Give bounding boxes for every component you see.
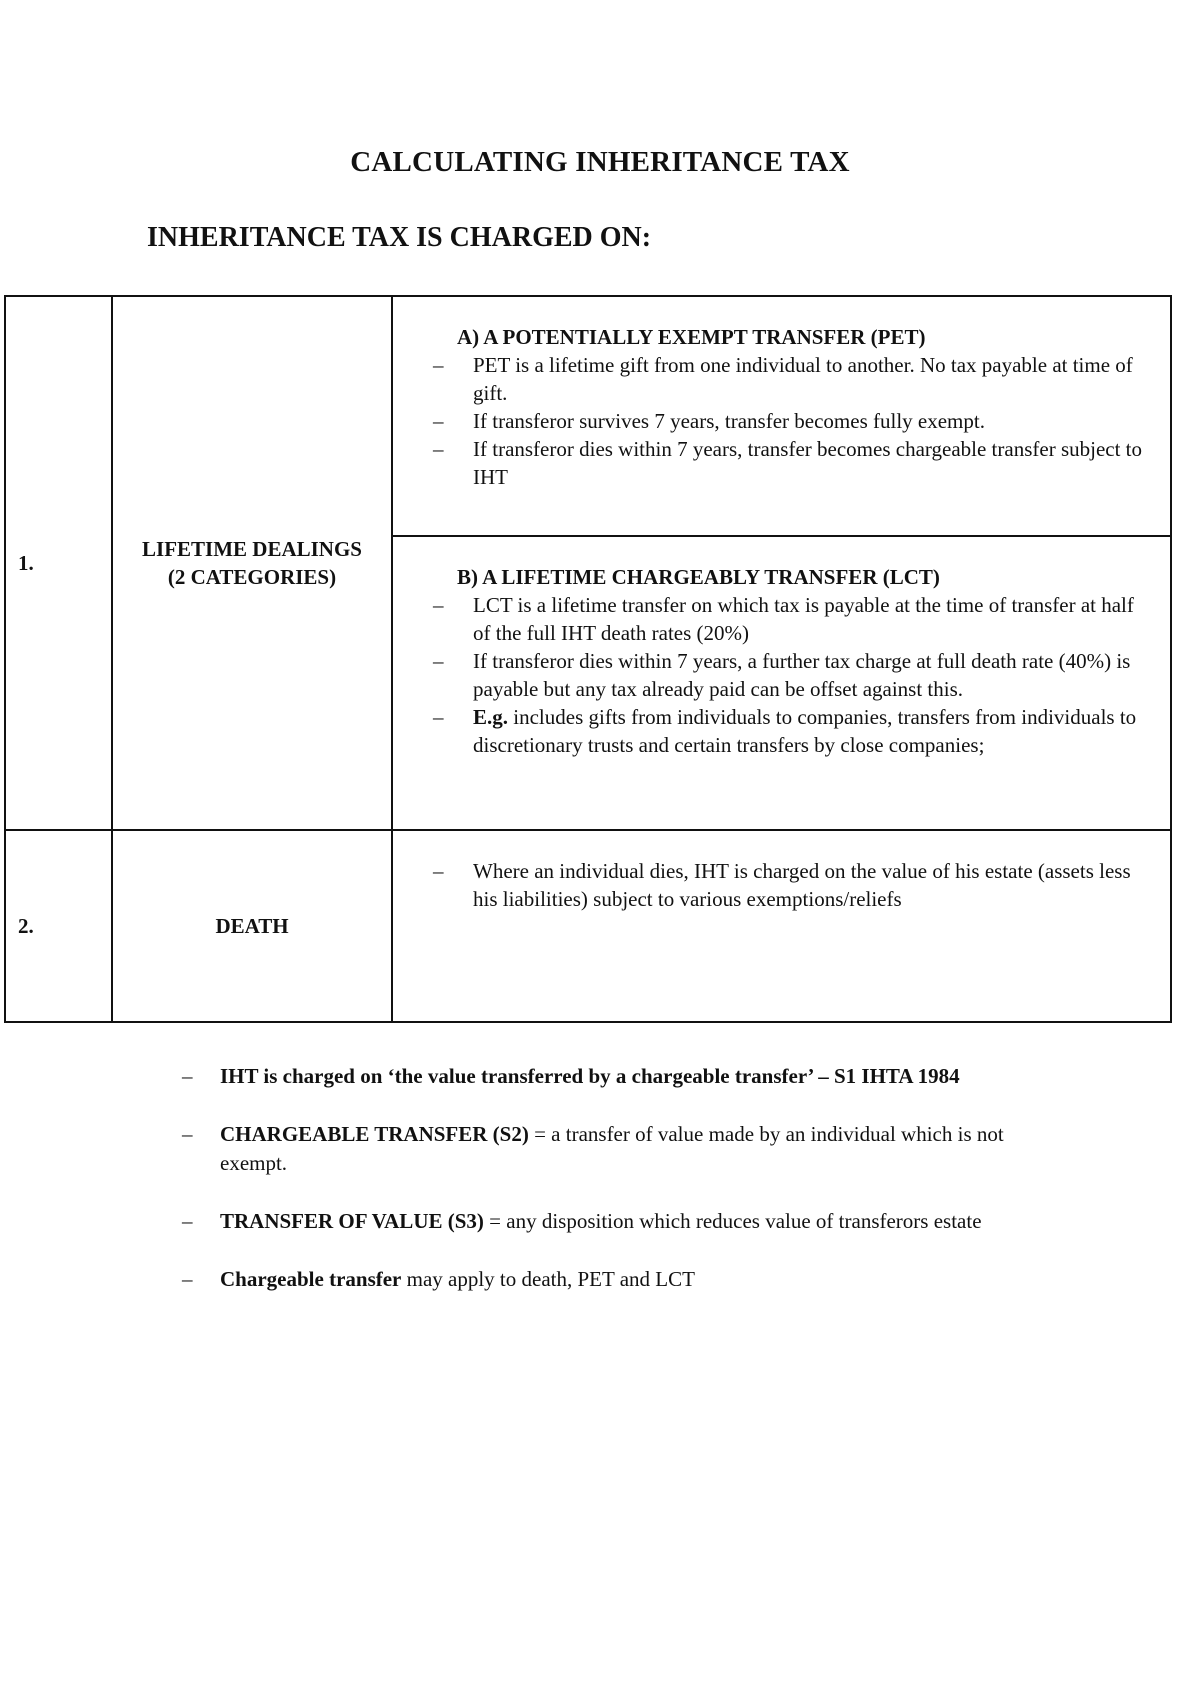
pet-points: [433, 351, 1154, 491]
list-item: – If transferor survives 7 years, transfer becomes fully exempt.: [433, 407, 1154, 435]
death-points: [433, 857, 1154, 913]
note-bold: IHT is charged on ‘the value transferred by a chargeable transfer’ – S1 IHTA 1984: [220, 1064, 960, 1088]
list-item: – Where an individual dies, IHT is charged on the value of his estate (assets less his liabilities) subject to various exemptions/reliefs: [433, 857, 1154, 913]
table-row-death: [5, 830, 1171, 1022]
death-cell: [392, 830, 1171, 1022]
category-label-line1: LIFETIME DEALINGS: [142, 537, 362, 561]
pet-heading: A) A POTENTIALLY EXEMPT TRANSFER (PET): [457, 325, 926, 349]
note-item: [182, 1062, 1052, 1091]
row-number-2: 2.: [5, 830, 112, 1022]
note-item: [182, 1265, 1052, 1294]
row-number-1: 1.: [5, 296, 112, 830]
list-item: [433, 703, 1154, 759]
list-item: – If transferor dies within 7 years, a further tax charge at full death rate (40%) is payable but any tax already paid can be offset against this.: [433, 647, 1154, 703]
pet-cell: [392, 296, 1171, 536]
note-item: [182, 1120, 1052, 1178]
list-item: – PET is a lifetime gift from one individual to another. No tax payable at time of gift.: [433, 351, 1154, 407]
iht-table: [4, 295, 1172, 1023]
note-text: may apply to death, PET and LCT: [401, 1267, 695, 1291]
page-subtitle: INHERITANCE TAX IS CHARGED ON:: [147, 222, 652, 253]
note-text: = a transfer of value made by an individual which is not exempt.: [220, 1122, 1004, 1175]
example-label: E.g.: [473, 705, 509, 729]
example-text: includes gifts from individuals to companies, transfers from individuals to discretionary trusts and certain transfers by close companies;: [473, 705, 1137, 757]
category-death: DEATH: [112, 830, 392, 1022]
lct-points: [433, 591, 1154, 759]
note-bold: TRANSFER OF VALUE (S3): [220, 1209, 484, 1233]
lct-cell: [392, 536, 1171, 830]
note-bold: CHARGEABLE TRANSFER (S2): [220, 1122, 529, 1146]
list-item: – LCT is a lifetime transfer on which tax is payable at the time of transfer at half of the full IHT death rates (20%): [433, 591, 1154, 647]
table-row-lifetime-pet: [5, 296, 1171, 536]
category-lifetime-dealings: [112, 296, 392, 830]
notes-list: [182, 1062, 1052, 1294]
note-bold: Chargeable transfer: [220, 1267, 402, 1291]
notes-section: [182, 1062, 1052, 1323]
lct-heading: B) A LIFETIME CHARGEABLY TRANSFER (LCT): [457, 565, 940, 589]
note-text: = any disposition which reduces value of transferors estate: [483, 1209, 982, 1233]
category-label-line2: (2 CATEGORIES): [167, 565, 337, 589]
page-title: CALCULATING INHERITANCE TAX: [350, 146, 850, 178]
list-item: – If transferor dies within 7 years, transfer becomes chargeable transfer subject to IHT: [433, 435, 1154, 491]
note-item: [182, 1207, 1052, 1236]
